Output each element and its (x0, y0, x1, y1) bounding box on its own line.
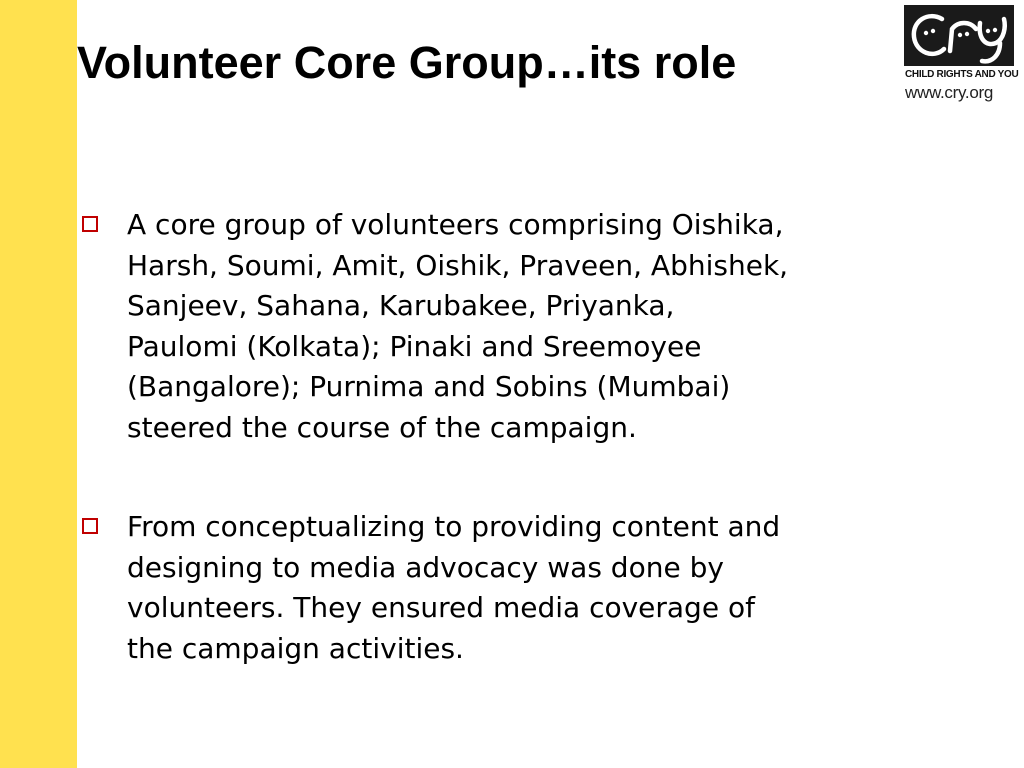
yellow-accent-bar (0, 0, 77, 768)
logo-tagline: CHILD RIGHTS AND YOU (905, 69, 1019, 80)
bullet-line: Paulomi (Kolkata); Pinaki and Sreemoyee (127, 329, 702, 363)
bullet-line: (Bangalore); Purnima and Sobins (Mumbai) (127, 370, 731, 403)
slide-title: Volunteer Core Group…its role (77, 37, 737, 88)
bullet-line: A core group of volunteers comprising Oishika, (127, 208, 784, 241)
bullet-line: volunteers. They ensured media coverage of (127, 591, 755, 624)
cry-logo-mark (904, 5, 1014, 66)
bullet-text (127, 205, 957, 448)
bullet-text (127, 507, 957, 669)
bullet-line: designing to media advocacy was done by (127, 550, 724, 584)
bullet-line: steered the course of the campaign. (127, 410, 637, 444)
square-bullet-icon (82, 216, 98, 232)
bullet-line: Sanjeev, Sahana, Karubakee, Priyanka, (127, 289, 675, 322)
bullet-line: the campaign activities. (127, 631, 464, 665)
cry-logo-icon (904, 5, 1014, 66)
bullet-line: From conceptualizing to providing content and (127, 510, 781, 543)
square-bullet-icon (82, 518, 98, 534)
logo-url: www.cry.org (905, 83, 994, 102)
cry-logo (904, 5, 1019, 105)
bullet-line: Harsh, Soumi, Amit, Oishik, Praveen, Abhishek, (127, 248, 789, 282)
